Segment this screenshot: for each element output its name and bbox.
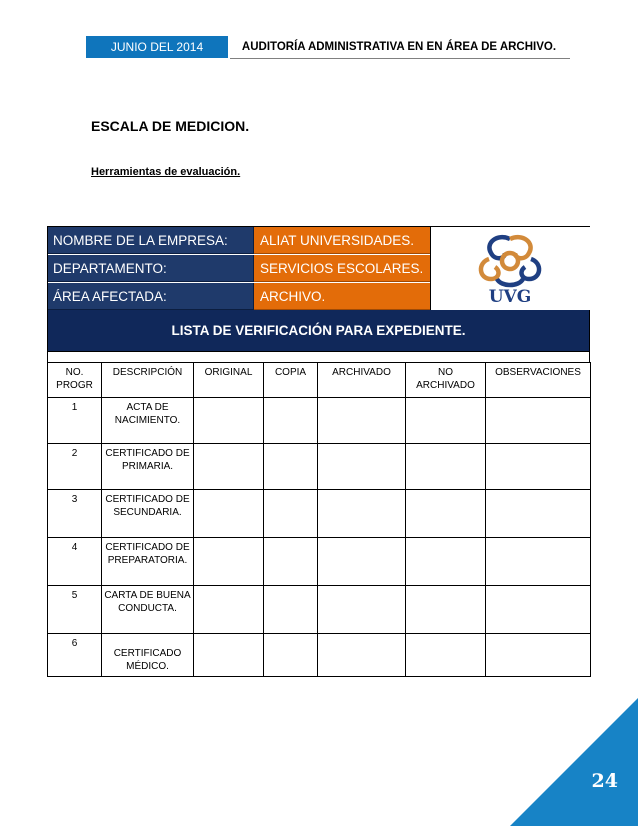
original-cell: [194, 490, 264, 538]
copy-cell: [264, 490, 318, 538]
copy-cell: [264, 634, 318, 677]
col-header-copy: COPIA: [264, 363, 318, 398]
copy-cell: [264, 586, 318, 634]
row-number: 3: [48, 490, 102, 538]
header-date: JUNIO DEL 2014: [86, 36, 228, 58]
not-archived-cell: [406, 538, 486, 586]
subheading: Herramientas de evaluación.: [91, 166, 241, 178]
logo-cell: [430, 227, 590, 311]
archived-cell: [318, 444, 406, 490]
info-value: ALIAT UNIVERSIDADES.: [254, 227, 430, 254]
archived-cell: [318, 538, 406, 586]
archived-cell: [318, 490, 406, 538]
col-header-description: DESCRIPCIÓN: [102, 363, 194, 398]
table-spacer-row: [47, 352, 590, 362]
observations-cell: [486, 634, 591, 677]
not-archived-cell: [406, 634, 486, 677]
row-number: 4: [48, 538, 102, 586]
page-number: 24: [591, 770, 618, 792]
page-corner-decoration: [510, 698, 638, 826]
row-number: 1: [48, 398, 102, 444]
archived-cell: [318, 398, 406, 444]
not-archived-cell: [406, 398, 486, 444]
table-row: [48, 586, 591, 634]
col-header-no: NO. PROGR: [48, 363, 102, 398]
row-description: CERTIFICADO DE PRIMARIA.: [102, 444, 194, 490]
info-label: ÁREA AFECTADA:: [48, 283, 254, 310]
row-number: 6: [48, 634, 102, 677]
original-cell: [194, 444, 264, 490]
original-cell: [194, 634, 264, 677]
original-cell: [194, 538, 264, 586]
info-value: ARCHIVO.: [254, 283, 430, 310]
observations-cell: [486, 586, 591, 634]
observations-cell: [486, 538, 591, 586]
row-description: CARTA DE BUENA CONDUCTA.: [102, 586, 194, 634]
table-row: [48, 490, 591, 538]
company-info-block: [47, 226, 590, 310]
header-title: AUDITORÍA ADMINISTRATIVA EN EN ÁREA DE ARCHIVO.: [241, 41, 557, 53]
observations-cell: [486, 398, 591, 444]
observations-cell: [486, 444, 591, 490]
not-archived-cell: [406, 490, 486, 538]
logo-text: UVG: [488, 287, 532, 307]
table-header-row: [48, 363, 591, 398]
uvg-logo-icon: [431, 227, 589, 309]
not-archived-cell: [406, 444, 486, 490]
checklist-banner: LISTA DE VERIFICACIÓN PARA EXPEDIENTE.: [47, 310, 590, 352]
table-row: [48, 634, 591, 677]
observations-cell: [486, 490, 591, 538]
col-header-archived: ARCHIVADO: [318, 363, 406, 398]
row-number: 5: [48, 586, 102, 634]
row-description: CERTIFICADO MÉDICO.: [102, 634, 194, 677]
copy-cell: [264, 538, 318, 586]
archived-cell: [318, 586, 406, 634]
row-description: CERTIFICADO DE PREPARATORIA.: [102, 538, 194, 586]
header-rule: [230, 58, 570, 59]
row-description: ACTA DE NACIMIENTO.: [102, 398, 194, 444]
section-heading: ESCALA DE MEDICION.: [91, 118, 250, 134]
not-archived-cell: [406, 586, 486, 634]
col-header-original: ORIGINAL: [194, 363, 264, 398]
checklist-table: [47, 362, 591, 677]
archived-cell: [318, 634, 406, 677]
original-cell: [194, 398, 264, 444]
table-row: [48, 398, 591, 444]
table-row: [48, 444, 591, 490]
info-value: SERVICIOS ESCOLARES.: [254, 255, 430, 282]
row-description: CERTIFICADO DE SECUNDARIA.: [102, 490, 194, 538]
original-cell: [194, 586, 264, 634]
info-label: DEPARTAMENTO:: [48, 255, 254, 282]
info-label: NOMBRE DE LA EMPRESA:: [48, 227, 254, 254]
copy-cell: [264, 444, 318, 490]
table-row: [48, 538, 591, 586]
col-header-observations: OBSERVACIONES: [486, 363, 591, 398]
row-number: 2: [48, 444, 102, 490]
col-header-not-archived: NO ARCHIVADO: [406, 363, 486, 398]
copy-cell: [264, 398, 318, 444]
